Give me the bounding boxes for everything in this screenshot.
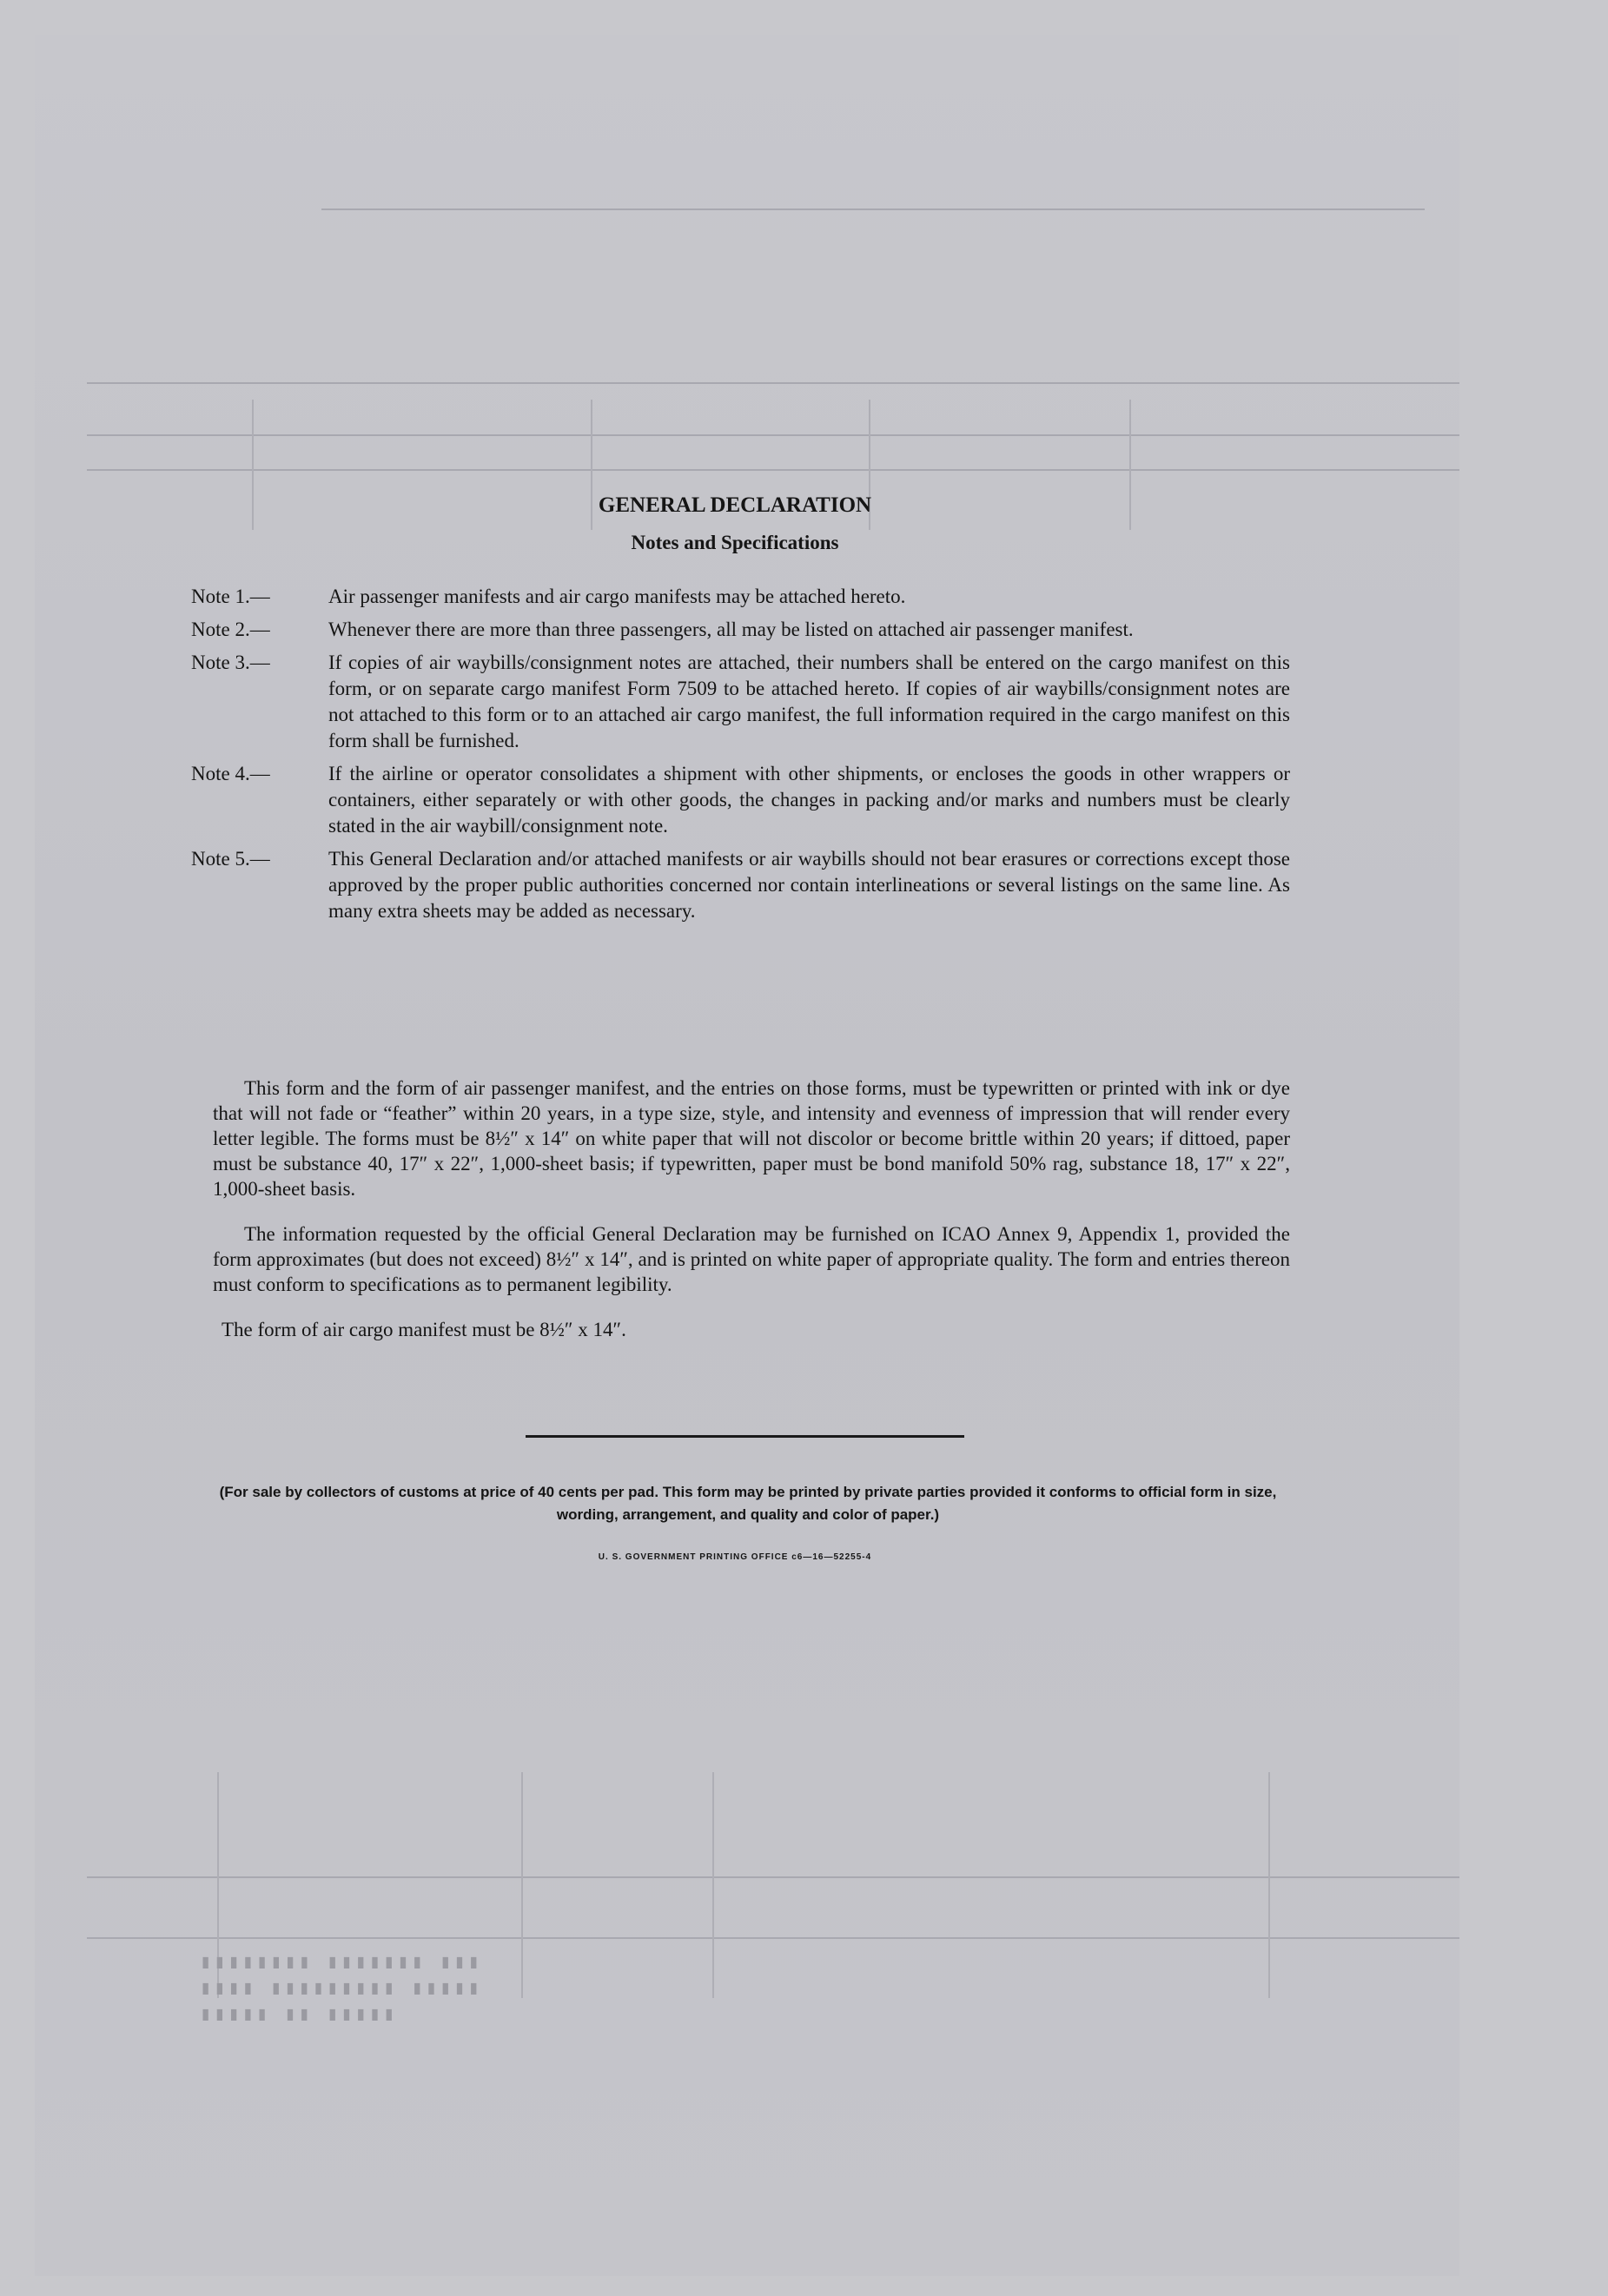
printing-office-line: U. S. GOVERNMENT PRINTING OFFICE c6—16—52255-4 (598, 1552, 872, 1562)
bleed-rule (87, 1937, 1459, 1939)
note-text: If copies of air waybills/consignment notes are attached, their numbers shall be entered on the cargo manifest on this form, or on separate cargo manifest Form 7509 to be attached hereto. If copies of air waybills/consignment notes are not attached to this form or to an attached air cargo manifest, the full information required in the cargo manifest on this form shall be furnished. (328, 652, 1290, 751)
spec-paragraph: This form and the form of air passenger manifest, and the entries on those forms, must be typewritten or printed with ink or dye that will not fade or “feather” within 20 years, in a type size, style, and intensity and evenness of impression that will render every letter legible. The forms must be 8½″ x 14″ on white paper that will not discolor or become brittle within 20 years; if dittoed, paper must be substance 40, 17″ x 22″, 1,000-sheet basis; if typewritten, paper must be bond manifold 50% rag, substance 18, 17″ x 22″, 1,000-sheet basis. (213, 1077, 1290, 1200)
specification-paragraphs (213, 1075, 1290, 1354)
bleed-rule (321, 208, 1425, 210)
bleed-rule (87, 469, 1459, 471)
note-item (191, 617, 1290, 643)
note-label: Note 4.— (191, 763, 270, 784)
faint-stamp: ▮▮▮▮▮▮▮▮ ▮▮▮▮▮▮▮ ▮▮▮ ▮▮▮▮ ▮▮▮▮▮▮▮▮▮ ▮▮▮▮▮ ▮▮▮▮▮ ▮▮ ▮▮▮▮▮ (200, 1952, 482, 2026)
note-item (191, 761, 1290, 839)
sale-notice: (For sale by collectors of customs at price of 40 cents per pad. This form may be printed by private parties provided it conforms to official form in size, wording, arrangement, and quality and color of paper.) (219, 1484, 1277, 1523)
note-item (191, 650, 1290, 754)
spec-paragraph: The form of air cargo manifest must be 8½″ x 14″. (222, 1319, 626, 1340)
note-label: Note 3.— (191, 652, 270, 673)
bleed-rule (87, 434, 1459, 436)
note-text: This General Declaration and/or attached manifests or air waybills should not bear erasures or corrections except those approved by the proper public authorities concerned nor contain interlineations or several listings on the same line. As many extra sheets may be added as necessary. (328, 848, 1290, 922)
notes-list (191, 584, 1290, 931)
note-text: If the airline or operator consolidates a shipment with other shipments, or encloses the goods in other wrappers or containers, either separately or with other goods, the changes in packing and/or marks and numbers must be clearly stated in the air waybill/consignment note. (328, 763, 1290, 837)
bleed-rule (87, 382, 1459, 384)
note-label: Note 1.— (191, 586, 270, 607)
bleed-line (1268, 1772, 1270, 1998)
bleed-rule (87, 1876, 1459, 1878)
note-label: Note 5.— (191, 848, 270, 870)
note-text: Air passenger manifests and air cargo manifests may be attached hereto. (328, 586, 906, 607)
bleed-line (521, 1772, 523, 1998)
spec-paragraph: The information requested by the official General Declaration may be furnished on ICAO Annex 9, Appendix 1, provided the form approximates (but does not exceed) 8½″ x 14″, and is printed on white paper of appropriate quality. The form and entries thereon must conform to specifications as to permanent legibility. (213, 1223, 1290, 1295)
note-text: Whenever there are more than three passengers, all may be listed on attached air passenger manifest. (328, 619, 1134, 640)
note-item (191, 846, 1290, 924)
section-divider (526, 1435, 964, 1438)
note-label: Note 2.— (191, 619, 270, 640)
note-item (191, 584, 1290, 610)
bleed-line (712, 1772, 714, 1998)
document-title: GENERAL DECLARATION (598, 493, 872, 517)
document-subtitle: Notes and Specifications (631, 532, 839, 553)
